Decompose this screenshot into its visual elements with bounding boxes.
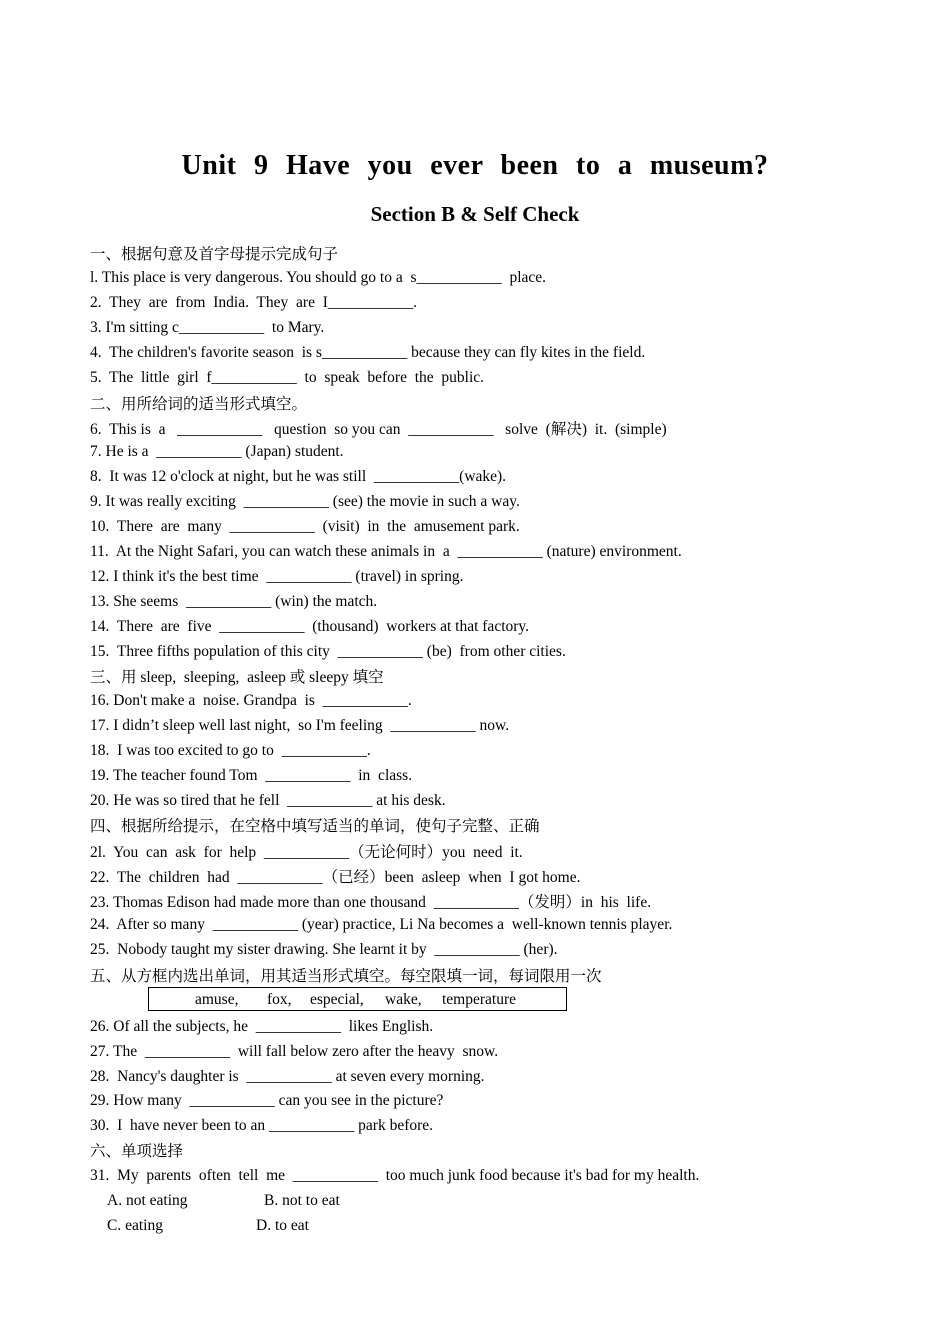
question-6: 6. This is a ___________ question so you can ___________ solve (解决) it. (simple) <box>90 421 667 438</box>
question-28: 28. Nancy's daughter is ___________ at seven every morning. <box>90 1068 485 1085</box>
question-5: 5. The little girl f___________ to speak before the public. <box>90 369 485 386</box>
question-9: 9. It was really exciting ___________ (see) the movie in such a way. <box>90 493 520 510</box>
section-6-heading: 六、单项选择 <box>90 1143 184 1160</box>
question-1: l. This place is very dangerous. You should go to a s___________ place. <box>90 269 547 286</box>
question-7: 7. He is a ___________ (Japan) student. <box>90 443 344 460</box>
question-30: 30. I have never been to an ___________ park before. <box>90 1117 434 1134</box>
section-3-heading: 三、用 sleep, sleeping, asleep 或 sleepy 填空 <box>90 669 384 686</box>
question-22: 22. The children had ___________（已经）been asleep when I got home. <box>90 869 581 886</box>
word-box-item: fox, <box>267 991 292 1008</box>
question-3: 3. I'm sitting c___________ to Mary. <box>90 319 325 336</box>
question-20: 20. He was so tired that he fell ___________ at his desk. <box>90 792 446 809</box>
question-21: 2l. You can ask for help ___________（无论何时）you need it. <box>90 844 523 861</box>
section-5-heading: 五、从方框内选出单词，用其适当形式填空。每空限填一词，每词限用一次 <box>90 968 602 985</box>
section-4-heading: 四、根据所给提示，在空格中填写适当的单词，使句子完整、正确 <box>90 818 540 835</box>
word-box-item: wake, <box>385 991 422 1008</box>
word-box-item: amuse, <box>195 991 239 1008</box>
question-26: 26. Of all the subjects, he ___________ likes English. <box>90 1018 434 1035</box>
question-16: 16. Don't make a noise. Grandpa is ___________. <box>90 692 412 709</box>
word-box <box>148 987 567 1011</box>
question-27: 27. The ___________ will fall below zero after the heavy snow. <box>90 1043 499 1060</box>
option-a: A. not eating <box>107 1192 188 1209</box>
option-d: D. to eat <box>256 1217 309 1234</box>
question-18: 18. I was too excited to go to ___________. <box>90 742 371 759</box>
word-box-item: temperature <box>442 991 517 1008</box>
question-29: 29. How many ___________ can you see in the picture? <box>90 1092 444 1109</box>
question-19: 19. The teacher found Tom ___________ in class. <box>90 767 413 784</box>
option-c: C. eating <box>107 1217 163 1234</box>
question-10: 10. There are many ___________ (visit) in the amusement park. <box>90 518 520 535</box>
question-15: 15. Three fifths population of this city ___________ (be) from other cities. <box>90 643 566 660</box>
question-25: 25. Nobody taught my sister drawing. She learnt it by ___________ (her). <box>90 941 558 958</box>
option-b: B. not to eat <box>264 1192 340 1209</box>
question-12: 12. I think it's the best time ___________ (travel) in spring. <box>90 568 464 585</box>
question-14: 14. There are five ___________ (thousand) workers at that factory. <box>90 618 530 635</box>
question-31: 31. My parents often tell me ___________ too much junk food because it's bad for my health. <box>90 1167 700 1184</box>
worksheet-title: Unit 9 Have you ever been to a museum? <box>181 150 769 181</box>
question-13: 13. She seems ___________ (win) the match. <box>90 593 378 610</box>
question-11: 11. At the Night Safari, you can watch these animals in a ___________ (nature) environment. <box>90 543 682 560</box>
question-24: 24. After so many ___________ (year) practice, Li Na becomes a well-known tennis player. <box>90 916 673 933</box>
section-2-heading: 二、用所给词的适当形式填空。 <box>90 396 308 413</box>
question-23: 23. Thomas Edison had made more than one thousand ___________（发明）in his life. <box>90 894 652 911</box>
question-8: 8. It was 12 o'clock at night, but he was still ___________(wake). <box>90 468 507 485</box>
section-1-heading: 一、根据句意及首字母提示完成句子 <box>90 246 339 263</box>
question-17: 17. I didn’t sleep well last night, so I'm feeling ___________ now. <box>90 717 510 734</box>
worksheet-subtitle: Section B & Self Check <box>370 202 580 226</box>
question-4: 4. The children's favorite season is s___________ because they can fly kites in the field. <box>90 344 646 361</box>
word-box-item: especial, <box>310 991 364 1008</box>
question-2: 2. They are from India. They are I___________. <box>90 294 417 311</box>
